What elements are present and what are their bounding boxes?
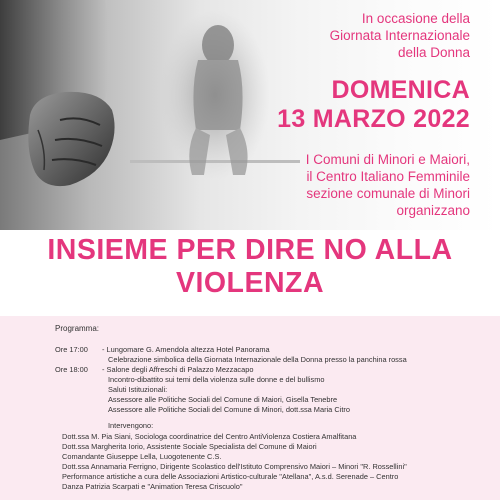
program-row-2-time: Ore 18:00	[55, 365, 88, 374]
program-section	[0, 316, 500, 500]
program-title: Programma:	[55, 324, 100, 333]
program-row-2	[55, 365, 253, 375]
program-row-1-time: Ore 17:00	[55, 345, 88, 354]
speaker-3: Comandante Giuseppe Lella, Luogotenente C.S.	[62, 452, 222, 461]
program-row-1-text: - Lungomare G. Amendola altezza Hotel Panorama	[102, 345, 270, 354]
fist-illustration	[28, 92, 114, 186]
program-row-2-sub-1: Incontro-dibattito sui temi della violenza sulle donne e del bullismo	[108, 375, 325, 384]
occasion-text	[270, 10, 470, 61]
organizers-line-2: il Centro Italiano Femminile	[306, 169, 470, 184]
program-row-1	[55, 345, 270, 355]
program-row-2-sub-2: Saluti Istituzionali:	[108, 385, 168, 394]
speaker-5: Performance artistiche a cura delle Associazioni Artistico-culturale "Atellana", A.s.d. Serenade – Centro	[62, 472, 399, 481]
program-row-2-sub-3: Assessore alle Politiche Sociali del Comune di Maiori, Gisella Tenebre	[108, 395, 338, 404]
occasion-line-3: della Donna	[397, 45, 470, 60]
program-row-2-text: - Salone degli Affreschi di Palazzo Mezzacapo	[102, 365, 254, 374]
speaker-6: Danza Patrizia Scarpati e "Animation Teresa Criscuolo"	[62, 482, 243, 491]
event-full-date: 13 MARZO 2022	[277, 105, 470, 133]
organizers-line-3: sezione comunale di Minori	[306, 186, 470, 201]
organizers-line-1: I Comuni di Minori e Maiori,	[305, 152, 470, 167]
speaker-4: Dott.ssa Annamaria Ferrigno, Dirigente Scolastico dell'Istituto Comprensivo Maiori – Minori "R. Rossellini"	[62, 462, 407, 471]
organizers-text	[240, 151, 470, 219]
organizers-line-4: organizzano	[396, 203, 470, 218]
occasion-line-2: Giornata Internazionale	[329, 28, 470, 43]
program-row-2-sub-4: Assessore alle Politiche Sociali del Comune di Minori, dott.ssa Maria Citro	[108, 405, 350, 414]
event-day: DOMENICA	[331, 76, 470, 104]
hero-photo	[0, 0, 500, 230]
speakers-title: Intervengono:	[108, 421, 154, 430]
occasion-line-1: In occasione della	[361, 11, 470, 26]
event-date	[277, 76, 470, 134]
headline-line-2: VIOLENZA	[175, 267, 325, 299]
speaker-1: Dott.ssa M. Pia Siani, Sociologa coordinatrice del Centro AntiViolenza Costiera Amalfitana	[62, 432, 357, 441]
speaker-2: Dott.ssa Margherita Iorio, Assistente Sociale Specialista del Comune di Maiori	[62, 442, 317, 451]
headline	[0, 234, 500, 300]
headline-line-1: INSIEME PER DIRE NO ALLA	[47, 234, 453, 266]
program-row-1-sub: Celebrazione simbolica della Giornata Internazionale della Donna presso la panchina rossa	[108, 355, 407, 364]
